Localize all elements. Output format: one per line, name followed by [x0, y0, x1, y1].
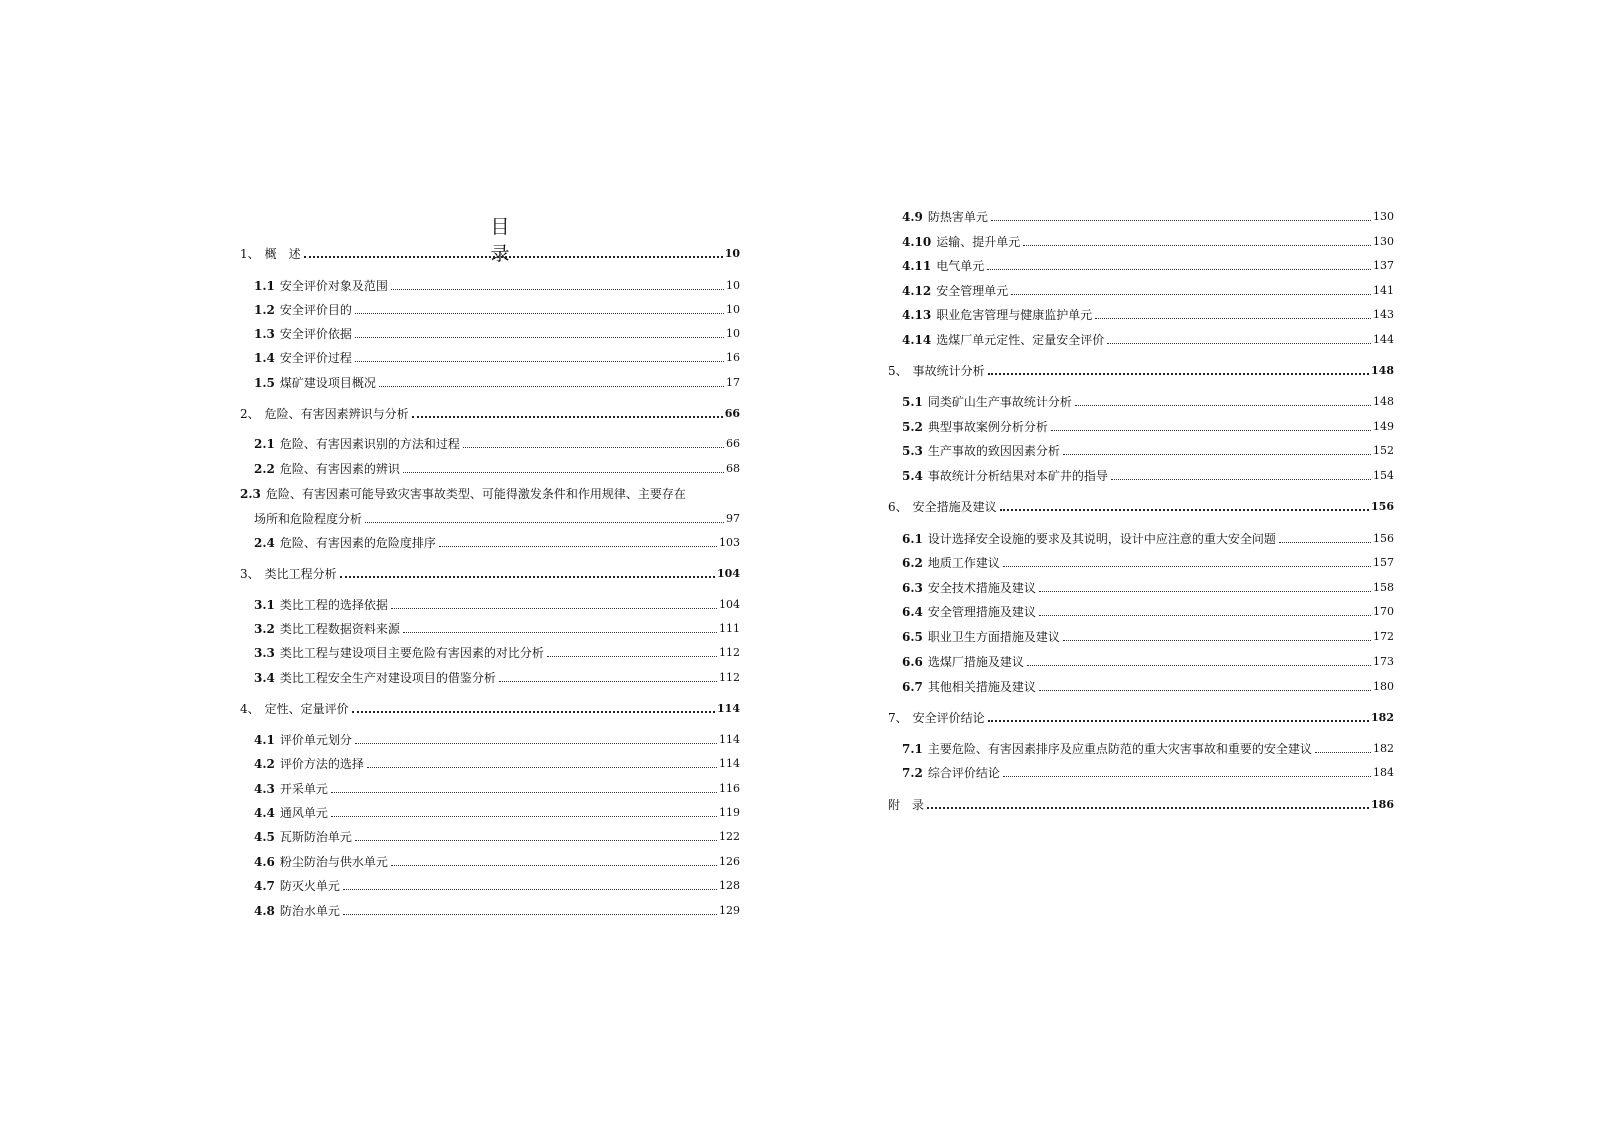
toc-entry[interactable] [902, 464, 1394, 484]
toc-entry-number: 6.6 [902, 655, 923, 669]
toc-chapter-entry[interactable] [240, 242, 740, 262]
toc-entry[interactable] [254, 346, 740, 366]
toc-dot-leader [1107, 342, 1371, 344]
toc-page-number: 10 [724, 247, 740, 260]
toc-page-number: 114 [719, 733, 740, 746]
toc-entry-title: 类比工程分析 [264, 567, 337, 581]
toc-entry-number: 4.9 [902, 210, 923, 224]
toc-page-number: 157 [1373, 556, 1394, 569]
toc-entry-title: 职业卫生方面措施及建议 [927, 630, 1060, 644]
toc-dot-leader [1003, 775, 1371, 777]
toc-entry-title: 职业危害管理与健康监护单元 [936, 308, 1093, 322]
toc-dot-leader [987, 268, 1371, 270]
toc-entry[interactable] [254, 777, 740, 797]
toc-entry-number: 6.3 [902, 581, 923, 595]
toc-entry-number: 1.1 [254, 279, 275, 293]
toc-entry[interactable] [254, 298, 740, 318]
toc-entry-number: 3.2 [254, 622, 275, 636]
toc-page-number: 143 [1373, 308, 1394, 321]
toc-entry-number: 4.13 [902, 308, 932, 322]
toc-page-number: 112 [719, 646, 740, 659]
toc-entry-number: 3.4 [254, 671, 275, 685]
toc-entry[interactable] [254, 728, 740, 748]
toc-dot-leader [355, 360, 724, 362]
toc-chapter-entry[interactable] [240, 562, 740, 582]
toc-dot-leader [391, 607, 717, 609]
toc-dot-leader [499, 680, 717, 682]
toc-entry-number: 6、 [888, 500, 908, 514]
toc-entry[interactable] [254, 752, 740, 772]
toc-entry-number: 5.1 [902, 395, 923, 409]
toc-entry-title: 评价单元划分 [279, 733, 352, 747]
toc-entry-number: 1.4 [254, 351, 275, 365]
toc-entry[interactable] [254, 850, 740, 870]
toc-dot-leader [1315, 751, 1371, 753]
toc-entry-number: 6.4 [902, 605, 923, 619]
toc-page-number: 10 [726, 303, 740, 316]
toc-page-number: 104 [719, 598, 740, 611]
toc-chapter-entry[interactable] [888, 359, 1394, 379]
toc-entry[interactable] [902, 415, 1394, 435]
toc-entry-title: 典型事故案例分析分析 [927, 420, 1048, 434]
toc-entry-title: 概 述 [264, 247, 301, 261]
toc-page-number: 158 [1373, 581, 1394, 594]
toc-entry-number: 4.3 [254, 782, 275, 796]
toc-page-number: 103 [719, 536, 740, 549]
toc-entry-title: 附 录 [888, 798, 925, 812]
toc-dot-leader [1027, 664, 1371, 666]
toc-dot-leader [1039, 614, 1371, 616]
toc-page-number: 180 [1373, 680, 1394, 693]
toc-page-number: 182 [1371, 711, 1394, 724]
toc-dot-leader [365, 521, 724, 523]
toc-entry-title: 综合评价结论 [927, 766, 1000, 780]
toc-dot-leader [412, 415, 723, 418]
toc-entry-number: 6.2 [902, 556, 923, 570]
toc-entry-number: 1、 [240, 247, 260, 261]
toc-entry[interactable] [254, 507, 740, 527]
toc-entry-title: 通风单元 [279, 806, 328, 820]
toc-page-number: 66 [726, 437, 740, 450]
toc-entry-number: 1.3 [254, 327, 275, 341]
toc-dot-leader [1051, 429, 1371, 431]
toc-dot-leader [988, 372, 1369, 375]
toc-entry-title: 防灭火单元 [279, 879, 340, 893]
toc-entry-title: 危险、有害因素的辨识 [279, 462, 400, 476]
toc-dot-leader [1000, 508, 1369, 511]
toc-entry[interactable] [902, 675, 1394, 695]
toc-chapter-entry[interactable] [888, 793, 1394, 813]
toc-dot-leader [1075, 404, 1371, 406]
toc-entry-title: 粉尘防治与供水单元 [279, 855, 388, 869]
toc-entry-number: 4.8 [254, 904, 275, 918]
toc-page-number: 182 [1373, 742, 1394, 755]
toc-entry[interactable] [902, 230, 1394, 250]
toc-entry-number: 4.12 [902, 284, 932, 298]
toc-dot-leader [367, 766, 717, 768]
toc-entry-number: 5.2 [902, 420, 923, 434]
toc-dot-leader [927, 806, 1369, 809]
toc-dot-leader [343, 888, 717, 890]
toc-entry[interactable] [254, 899, 740, 919]
toc-entry[interactable] [254, 825, 740, 845]
toc-entry-title: 电气单元 [936, 259, 985, 273]
toc-entry[interactable] [902, 761, 1394, 781]
toc-page-number: 114 [717, 702, 740, 715]
toc-entry-title: 危险、有害因素识别的方法和过程 [279, 437, 460, 451]
toc-entry[interactable] [254, 593, 740, 613]
toc-page-number: 154 [1373, 469, 1394, 482]
toc-dot-leader [343, 913, 717, 915]
toc-page-number: 119 [719, 806, 740, 819]
toc-dot-leader [355, 742, 717, 744]
toc-dot-leader [1279, 541, 1371, 543]
toc-entry-number: 7.2 [902, 766, 923, 780]
toc-dot-leader [1039, 590, 1371, 592]
toc-entry[interactable] [902, 576, 1394, 596]
toc-page-number: 186 [1371, 798, 1394, 811]
toc-page-number: 156 [1373, 532, 1394, 545]
toc-page-number: 68 [726, 462, 740, 475]
toc-entry-number: 2.1 [254, 437, 275, 451]
toc-entry-number: 2.3 [240, 487, 261, 501]
toc-dot-leader [547, 655, 717, 657]
toc-page-number: 172 [1373, 630, 1394, 643]
toc-entry[interactable] [902, 625, 1394, 645]
toc-page-number: 148 [1373, 395, 1394, 408]
toc-entry-number: 7、 [888, 711, 908, 725]
toc-entry-title: 防热害单元 [927, 210, 988, 224]
page-title: 目 录 [490, 216, 520, 265]
toc-page-number: 149 [1373, 420, 1394, 433]
toc-chapter-entry[interactable] [888, 706, 1394, 726]
toc-page-number: 152 [1373, 444, 1394, 457]
toc-entry-title: 危险、有害因素可能导致灾害事故类型、可能得激发条件和作用规律、主要存在 [265, 487, 686, 501]
toc-dot-leader [439, 545, 717, 547]
toc-entry-title: 安全评价对象及范围 [279, 279, 388, 293]
toc-entry[interactable] [902, 600, 1394, 620]
toc-page-number: 129 [719, 904, 740, 917]
toc-page-number: 116 [719, 782, 740, 795]
toc-entry[interactable] [902, 303, 1394, 323]
toc-entry[interactable] [254, 666, 740, 686]
toc-entry-title: 开采单元 [279, 782, 328, 796]
toc-entry-title: 选煤厂措施及建议 [927, 655, 1024, 669]
toc-dot-leader [1063, 453, 1371, 455]
toc-entry-title: 危险、有害因素的危险度排序 [279, 536, 436, 550]
toc-page-number: 114 [719, 757, 740, 770]
toc-page-number: 137 [1373, 259, 1394, 272]
toc-entry-title: 煤矿建设项目概况 [279, 376, 376, 390]
toc-entry-number: 1.5 [254, 376, 275, 390]
toc-entry[interactable] [254, 874, 740, 894]
toc-page-number: 97 [726, 512, 740, 525]
toc-entry-title: 危险、有害因素辨识与分析 [264, 407, 409, 421]
toc-dot-leader [403, 471, 724, 473]
toc-entry[interactable] [902, 279, 1394, 299]
toc-page-number: 173 [1373, 655, 1394, 668]
toc-entry-title: 设计选择安全设施的要求及其说明，设计中应注意的重大安全问题 [927, 532, 1276, 546]
toc-entry-number: 4.7 [254, 879, 275, 893]
toc-entry[interactable] [902, 551, 1394, 571]
toc-chapter-entry[interactable] [240, 697, 740, 717]
toc-page-number: 156 [1371, 500, 1394, 513]
toc-page-number: 17 [726, 376, 740, 389]
toc-entry-number: 7.1 [902, 742, 923, 756]
toc-entry-title: 类比工程的选择依据 [279, 598, 388, 612]
toc-entry-number: 2.4 [254, 536, 275, 550]
toc-page-number: 130 [1373, 235, 1394, 248]
toc-entry-title: 场所和危险程度分析 [254, 512, 363, 526]
toc-entry-title: 选煤厂单元定性、定量安全评价 [936, 333, 1105, 347]
toc-entry-number: 3.1 [254, 598, 275, 612]
toc-entry[interactable] [254, 617, 740, 637]
toc-dot-leader [1063, 639, 1371, 641]
toc-page-number: 111 [719, 622, 740, 635]
toc-page-number: 66 [724, 407, 740, 420]
toc-entry-title: 地质工作建议 [927, 556, 1000, 570]
toc-entry-title: 定性、定量评价 [264, 702, 349, 716]
toc-entry[interactable] [240, 482, 740, 502]
toc-entry-title: 其他相关措施及建议 [927, 680, 1036, 694]
toc-entry[interactable] [254, 641, 740, 661]
toc-dot-leader [991, 219, 1371, 221]
toc-entry-number: 2.2 [254, 462, 275, 476]
toc-entry[interactable] [902, 527, 1394, 547]
toc-entry[interactable] [254, 531, 740, 551]
toc-page-number: 141 [1373, 284, 1394, 297]
toc-entry-title: 安全评价依据 [279, 327, 352, 341]
toc-entry-title: 瓦斯防治单元 [279, 830, 352, 844]
toc-entry-number: 4.5 [254, 830, 275, 844]
toc-entry[interactable] [254, 432, 740, 452]
toc-entry[interactable] [902, 205, 1394, 225]
toc-dot-leader [1111, 478, 1371, 480]
toc-entry-title: 防治水单元 [279, 904, 340, 918]
toc-entry-number: 4.6 [254, 855, 275, 869]
toc-entry-title: 安全评价结论 [912, 711, 985, 725]
toc-entry-number: 3、 [240, 567, 260, 581]
toc-dot-leader [391, 288, 724, 290]
toc-entry-number: 4.4 [254, 806, 275, 820]
toc-page-number: 130 [1373, 210, 1394, 223]
toc-page-number: 144 [1373, 333, 1394, 346]
toc-entry-number: 4.2 [254, 757, 275, 771]
toc-entry-title: 主要危险、有害因素排序及应重点防范的重大灾害事故和重要的安全建议 [927, 742, 1312, 756]
toc-entry[interactable] [902, 328, 1394, 348]
toc-page-number: 10 [726, 327, 740, 340]
toc-entry[interactable] [254, 801, 740, 821]
toc-entry-title: 评价方法的选择 [279, 757, 364, 771]
toc-entry-title: 安全评价目的 [279, 303, 352, 317]
toc-dot-leader [1023, 244, 1371, 246]
toc-page-number: 148 [1371, 364, 1394, 377]
toc-chapter-entry[interactable] [888, 495, 1394, 515]
toc-entry-title: 类比工程与建设项目主要危险有害因素的对比分析 [279, 646, 544, 660]
toc-entry-title: 事故统计分析 [912, 364, 985, 378]
toc-dot-leader [391, 864, 717, 866]
toc-dot-leader [1003, 565, 1371, 567]
toc-entry[interactable] [254, 274, 740, 294]
toc-entry-number: 2、 [240, 407, 260, 421]
toc-dot-leader [1039, 689, 1371, 691]
toc-entry-number: 1.2 [254, 303, 275, 317]
toc-entry-number: 4.10 [902, 235, 932, 249]
toc-page-number: 128 [719, 879, 740, 892]
toc-entry-number: 4.1 [254, 733, 275, 747]
toc-dot-leader [988, 719, 1369, 722]
toc-entry[interactable] [254, 457, 740, 477]
toc-page-number: 126 [719, 855, 740, 868]
toc-dot-leader [331, 815, 717, 817]
toc-entry-title: 类比工程安全生产对建设项目的借鉴分析 [279, 671, 496, 685]
toc-entry-number: 6.1 [902, 532, 923, 546]
toc-entry[interactable] [902, 650, 1394, 670]
toc-entry[interactable] [902, 737, 1394, 757]
toc-dot-leader [403, 631, 717, 633]
toc-entry[interactable] [902, 439, 1394, 459]
toc-entry-number: 5.3 [902, 444, 923, 458]
toc-dot-leader [1095, 317, 1371, 319]
toc-entry[interactable] [254, 371, 740, 391]
toc-dot-leader [352, 710, 715, 713]
toc-page-number: 104 [717, 567, 740, 580]
toc-page-number: 184 [1373, 766, 1394, 779]
toc-page-number: 170 [1373, 605, 1394, 618]
toc-page-number: 112 [719, 671, 740, 684]
toc-page-number: 16 [726, 351, 740, 364]
toc-chapter-entry[interactable] [240, 402, 740, 422]
toc-entry-number: 5、 [888, 364, 908, 378]
toc-entry-number: 3.3 [254, 646, 275, 660]
toc-entry-title: 安全评价过程 [279, 351, 352, 365]
toc-dot-leader [355, 336, 724, 338]
toc-entry-title: 安全措施及建议 [912, 500, 997, 514]
toc-dot-leader [331, 791, 717, 793]
toc-entry-title: 安全技术措施及建议 [927, 581, 1036, 595]
toc-entry-number: 4、 [240, 702, 260, 716]
toc-entry-number: 6.5 [902, 630, 923, 644]
toc-entry[interactable] [902, 390, 1394, 410]
toc-entry-title: 安全管理单元 [936, 284, 1009, 298]
toc-entry-number: 6.7 [902, 680, 923, 694]
toc-entry-title: 运输、提升单元 [936, 235, 1021, 249]
toc-entry-number: 4.11 [902, 259, 932, 273]
toc-entry-title: 类比工程数据资料来源 [279, 622, 400, 636]
toc-page-number: 10 [726, 279, 740, 292]
toc-entry[interactable] [254, 322, 740, 342]
toc-entry-number: 4.14 [902, 333, 932, 347]
toc-dot-leader [355, 839, 717, 841]
toc-dot-leader [304, 255, 723, 258]
toc-entry[interactable] [902, 254, 1394, 274]
toc-dot-leader [340, 575, 715, 578]
toc-dot-leader [379, 385, 724, 387]
toc-entry-title: 生产事故的致因因素分析 [927, 444, 1060, 458]
toc-dot-leader [1011, 293, 1371, 295]
toc-entry-title: 安全管理措施及建议 [927, 605, 1036, 619]
toc-entry-number: 5.4 [902, 469, 923, 483]
toc-entry-title: 事故统计分析结果对本矿井的指导 [927, 469, 1108, 483]
toc-page-number: 122 [719, 830, 740, 843]
toc-dot-leader [355, 312, 724, 314]
toc-entry-title: 同类矿山生产事故统计分析 [927, 395, 1072, 409]
toc-dot-leader [463, 446, 724, 448]
